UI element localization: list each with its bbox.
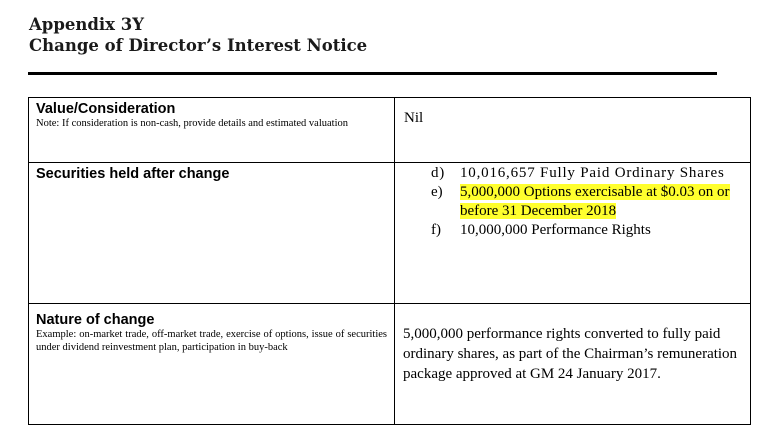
table-row-nature-of-change xyxy=(29,304,751,425)
highlighted-text: 5,000,000 Options exercisable at $0.03 on or before 31 December 2018 xyxy=(460,184,730,219)
list-item xyxy=(395,164,750,183)
notice-table xyxy=(28,97,751,425)
list-item-text: 10,000,000 Performance Rights xyxy=(460,222,651,238)
list-item xyxy=(395,221,750,240)
appendix-title: Appendix 3Y xyxy=(29,15,145,34)
field-note: Note: If consideration is non-cash, provide details and estimated valuation xyxy=(36,118,348,129)
field-label: Securities held after change xyxy=(36,166,230,182)
value-cell xyxy=(395,163,751,304)
list-marker: e) xyxy=(431,184,443,200)
header-rule xyxy=(28,72,717,75)
table-row-value-consideration xyxy=(29,98,751,163)
list-item-text: 10,016,657 Fully Paid Ordinary Shares xyxy=(460,165,725,181)
document-header xyxy=(29,14,367,56)
value-cell xyxy=(395,98,751,163)
field-label: Nature of change xyxy=(36,312,155,328)
securities-list xyxy=(395,163,750,240)
field-cell xyxy=(29,98,395,163)
field-value: Nil xyxy=(404,110,424,126)
list-marker: d) xyxy=(431,165,446,181)
field-cell xyxy=(29,163,395,304)
field-value: 5,000,000 performance rights converted to fully paid ordinary shares, as part of the Chairman’s remuneration package approved at GM 24 January 2017. xyxy=(403,326,738,382)
field-note: Example: on-market trade, off-market trade, exercise of options, issue of securities under dividend reinvestment plan, participation in buy-back xyxy=(36,329,387,353)
notice-title: Change of Director’s Interest Notice xyxy=(29,36,368,55)
list-item xyxy=(395,183,750,221)
field-label: Value/Consideration xyxy=(36,101,176,117)
field-cell xyxy=(29,304,395,425)
list-marker: f) xyxy=(431,222,441,238)
value-cell xyxy=(395,304,751,425)
table-row-securities-held xyxy=(29,163,751,304)
